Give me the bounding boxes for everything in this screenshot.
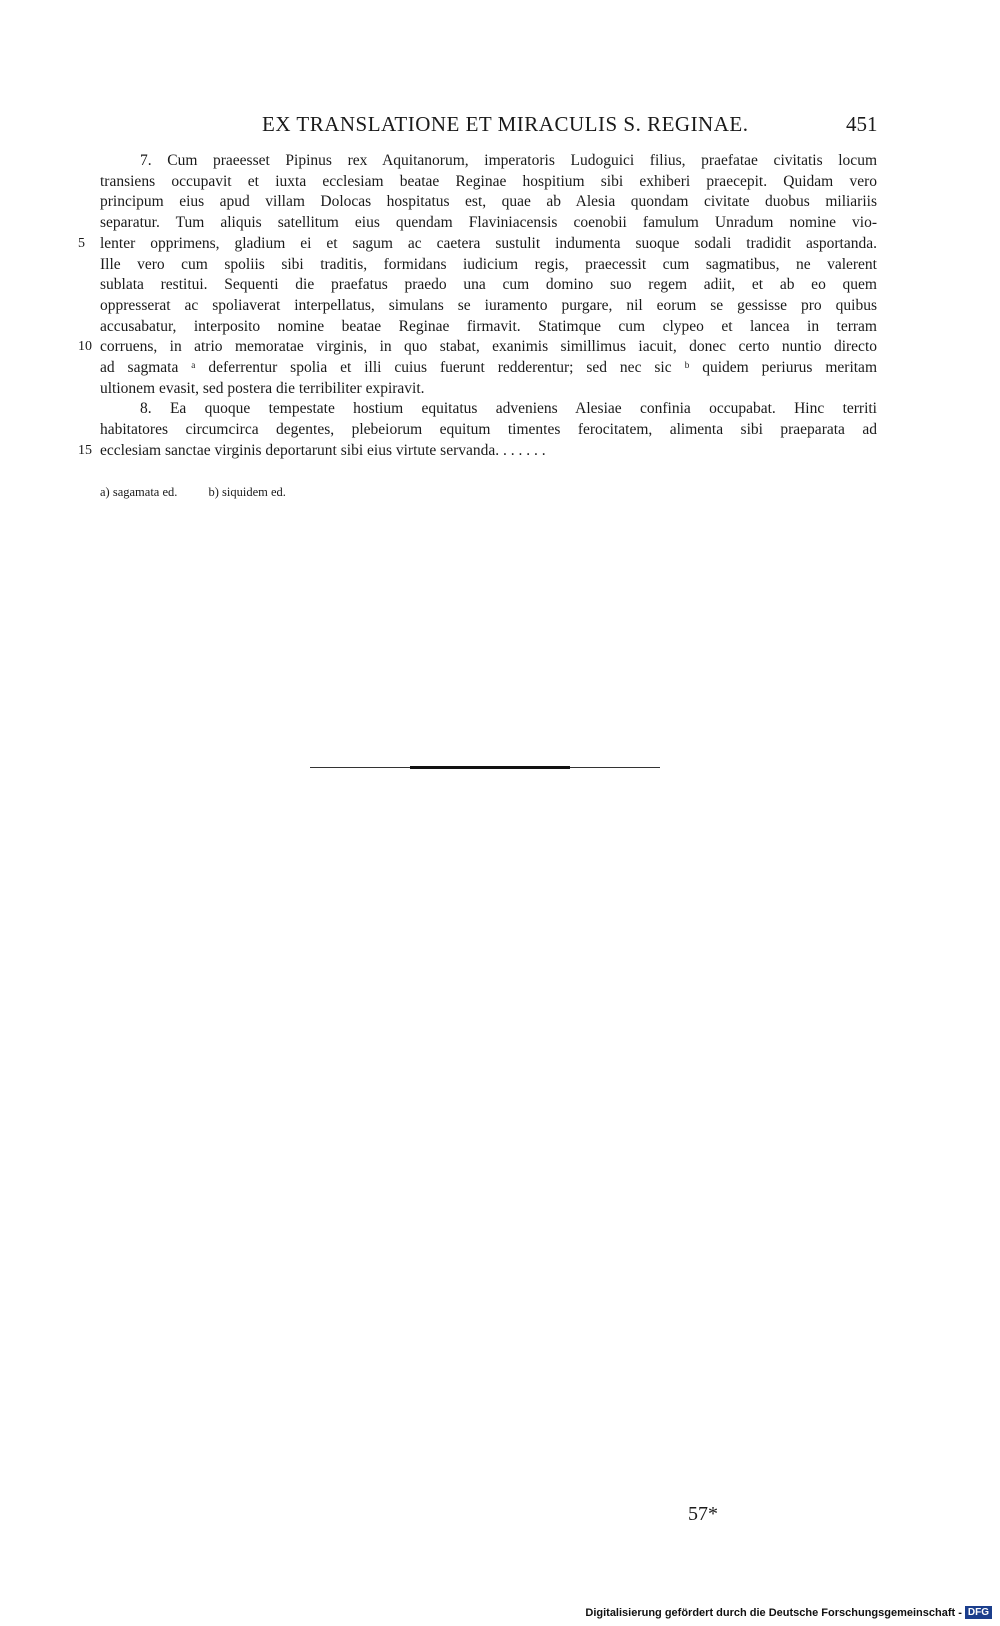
divider-thick-rule <box>410 766 570 769</box>
text-line: habitatores circumcirca degentes, plebeiorum equitum timentes ferocitatem, alimenta sibi praeparata ad <box>100 421 877 438</box>
text-line: accusabatur, interposito nomine beatae Reginae firmavit. Statimque cum clypeo et lancea in terram <box>100 318 877 335</box>
sheet-number: 57* <box>688 1503 718 1525</box>
dfg-logo: DFG <box>965 1606 992 1619</box>
text-line: Ille vero cum spoliis sibi traditis, formidans iudicium regis, praecessit cum sagmatibus, ne valerent <box>100 256 877 273</box>
line-number: 15 <box>78 443 92 458</box>
footnote-b: b) siquidem ed. <box>208 485 286 499</box>
credit-text: Digitalisierung gefördert durch die Deutsche Forschungsgemeinschaft - <box>585 1606 962 1619</box>
page-header <box>0 112 1000 140</box>
running-title: EX TRANSLATIONE ET MIRACULIS S. REGINAE. <box>262 112 749 136</box>
text-line: oppresserat ac spoliaverat interpellatus, simulans se iuramento purgare, nil eorum se gessisse pro quibus <box>100 297 877 314</box>
footnotes <box>100 485 314 500</box>
text-line: 8. Ea quoque tempestate hostium equitatus adveniens Alesiae confinia occupabat. Hinc territi <box>140 400 877 417</box>
text-line: corruens, in atrio memoratae virginis, in quo stabat, exanimis simillimus iacuit, donec certo nuntio directo <box>100 338 877 355</box>
text-line: lenter opprimens, gladium ei et sagum ac caetera sustulit indumenta suoque sodali tradidit asportanda. <box>100 235 877 252</box>
text-line: principum eius apud villam Dolocas hospitatus est, quae ab Alesia quondam civitate duobus miliariis <box>100 193 877 210</box>
text-line: ad sagmata ᵃ deferrentur spolia et illi cuius fuerunt redderentur; sed nec sic ᵇ quidem periurus meritam <box>100 359 877 376</box>
footnote-a: a) sagamata ed. <box>100 485 178 499</box>
line-number: 10 <box>78 339 92 354</box>
text-line: ultionem evasit, sed postera die terribiliter expiravit. <box>100 380 425 397</box>
text-line: separatur. Tum aliquis satellitum eius quendam Flaviniacensis coenobii famulum Unradum nomine vio- <box>100 214 877 231</box>
text-line: 7. Cum praeesset Pipinus rex Aquitanorum, imperatoris Ludoguici filius, praefatae civitatis locum <box>140 152 877 169</box>
digitization-credit <box>585 1606 992 1619</box>
page-number: 451 <box>846 112 878 136</box>
text-line: transiens occupavit et iuxta ecclesiam beatae Reginae hospitium sibi exhiberi praecepit. Quidam vero <box>100 173 877 190</box>
section-divider <box>310 766 660 770</box>
text-line: sublata restitui. Sequenti die praefatus praedo una cum domino suo regem adiit, et ab eo quem <box>100 276 877 293</box>
line-number: 5 <box>78 236 85 251</box>
text-line: ecclesiam sanctae virginis deportarunt sibi eius virtute servanda. . . . . . . <box>100 442 546 459</box>
